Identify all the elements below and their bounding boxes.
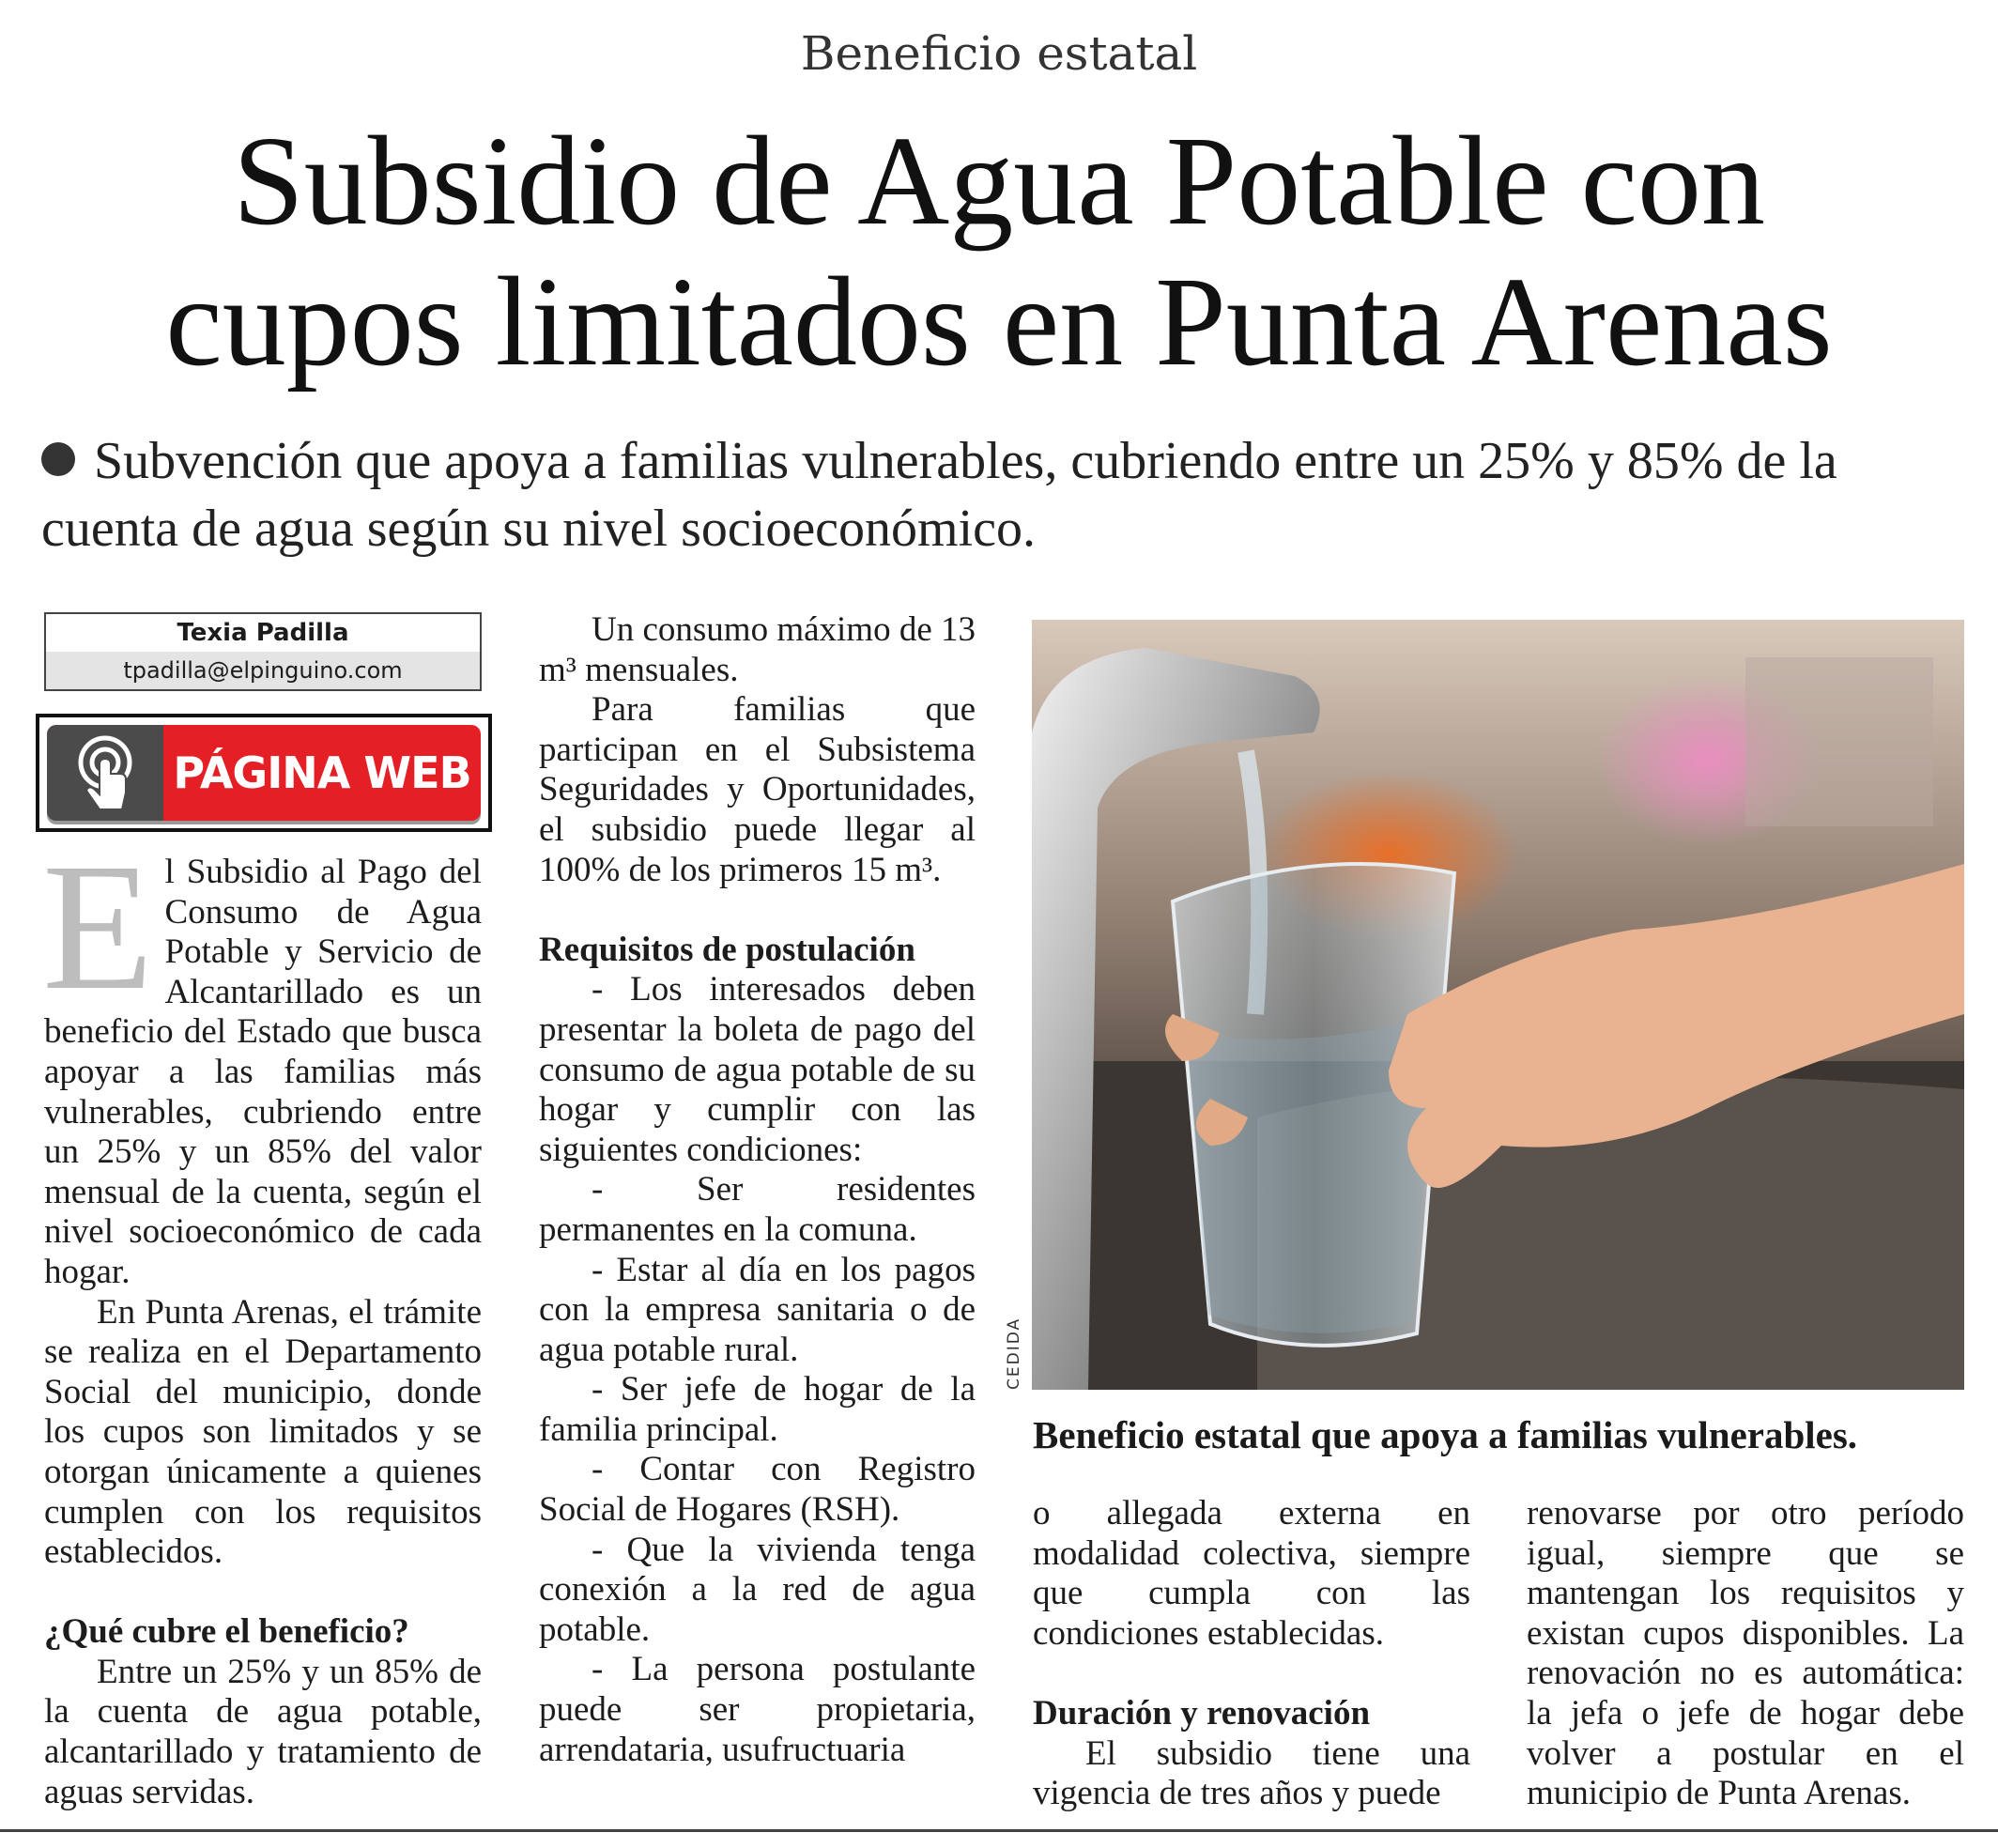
water-glass-photo — [1032, 620, 1964, 1390]
paragraph-5: Para familias que participan en el Subsistema Seguridades y Oportunidades, el subsidio puede llegar al 100% de los primeros 15 m³. — [539, 690, 976, 889]
headline — [38, 111, 1960, 393]
byline-box — [44, 612, 482, 691]
web-page-button-label[interactable]: PÁGINA WEB — [173, 747, 471, 798]
article-column-4 — [1527, 1494, 1964, 1814]
photo-caption: Beneficio estatal que apoya a familias vulnerables. — [1033, 1413, 1858, 1456]
paragraph-1-text: l Subsidio al Pago del Consumo de Agua Potable y Servicio de Alcantarillado es un beneficio del Estado que busca apoyar a las familias más vulnerables, cubriendo entre un 25% y un 85% del valor mensual de la cuenta, según el nivel socioeconómico de cada hogar. — [44, 853, 482, 1291]
paragraph-6: - Los interesados deben presentar la boleta de pago del consumo de agua potable de su hogar y cumplir con las siguientes condiciones: — [539, 970, 976, 1169]
drop-cap: E — [42, 825, 154, 1027]
paragraph-4: Un consumo máximo de 13 m³ mensuales. — [539, 610, 976, 689]
requirement-1: - Ser residentes permanentes en la comuna. — [539, 1170, 976, 1249]
paragraph-7: El subsidio tiene una vigencia de tres años y puede — [1033, 1733, 1470, 1813]
article-column-2 — [539, 610, 976, 1770]
requirement-2: - Estar al día en los pagos con la empresa sanitaria o de agua potable rural. — [539, 1250, 976, 1369]
author-email[interactable]: tpadilla@elpinguino.com — [46, 652, 480, 689]
section-kicker: Beneficio estatal — [800, 26, 1198, 81]
web-page-button-face[interactable] — [47, 725, 481, 821]
photo-credit: CEDIDA — [1005, 1317, 1023, 1390]
requirement-3: - Ser jefe de hogar de la familia principal. — [539, 1370, 976, 1449]
article-photo — [1032, 620, 1964, 1390]
subhead-cubre: ¿Qué cubre el beneficio? — [44, 1612, 409, 1652]
requirement-5: - Que la vivienda tenga conexión a la red de agua potable. — [539, 1530, 976, 1649]
article-column-1 — [42, 825, 482, 1812]
touch-pointer-icon — [47, 725, 163, 821]
subhead-duracion: Duración y renovación — [1033, 1693, 1371, 1732]
paragraph-1 — [42, 825, 482, 1293]
paragraph-2: En Punta Arenas, el trámite se realiza en el Departamento Social del municipio, donde los cupos son limitados y se otorgan únicamente a quienes cumplen con los requisitos establecidos. — [44, 1292, 482, 1572]
bottom-rule — [0, 1829, 1998, 1832]
paragraph-8: renovarse por otro período igual, siempre que se mantengan los requisitos y existan cupos disponibles. La renovación no es automática: la jefa o jefe de hogar debe volver a postular en el municipio de Punta Arenas. — [1527, 1494, 1964, 1813]
headline-line-2: cupos limitados en Punta Arenas — [165, 252, 1833, 393]
requirement-6-continued: o allegada externa en modalidad colectiva, siempre que cumpla con las condiciones establecidas. — [1033, 1494, 1470, 1653]
paragraph-3: Entre un 25% y un 85% de la cuenta de agua potable, alcantarillado y tratamiento de aguas servidas. — [44, 1652, 482, 1811]
web-page-button[interactable] — [36, 714, 492, 832]
headline-line-1: Subsidio de Agua Potable con — [233, 111, 1765, 252]
article-column-3 — [1033, 1494, 1470, 1814]
bullet-icon — [41, 442, 75, 476]
requirement-6: - La persona postulante puede ser propietaria, arrendataria, usufructuaria — [539, 1650, 976, 1769]
lede-text: Subvención que apoya a familias vulnerables, cubriendo entre un 25% y 85% de la cuenta de agua según su nivel socioeconómico. — [41, 432, 1837, 558]
author-name: Texia Padilla — [177, 619, 349, 647]
lede — [41, 427, 1957, 562]
subhead-requisitos: Requisitos de postulación — [539, 930, 915, 969]
requirement-4: - Contar con Registro Social de Hogares (RSH). — [539, 1450, 976, 1530]
